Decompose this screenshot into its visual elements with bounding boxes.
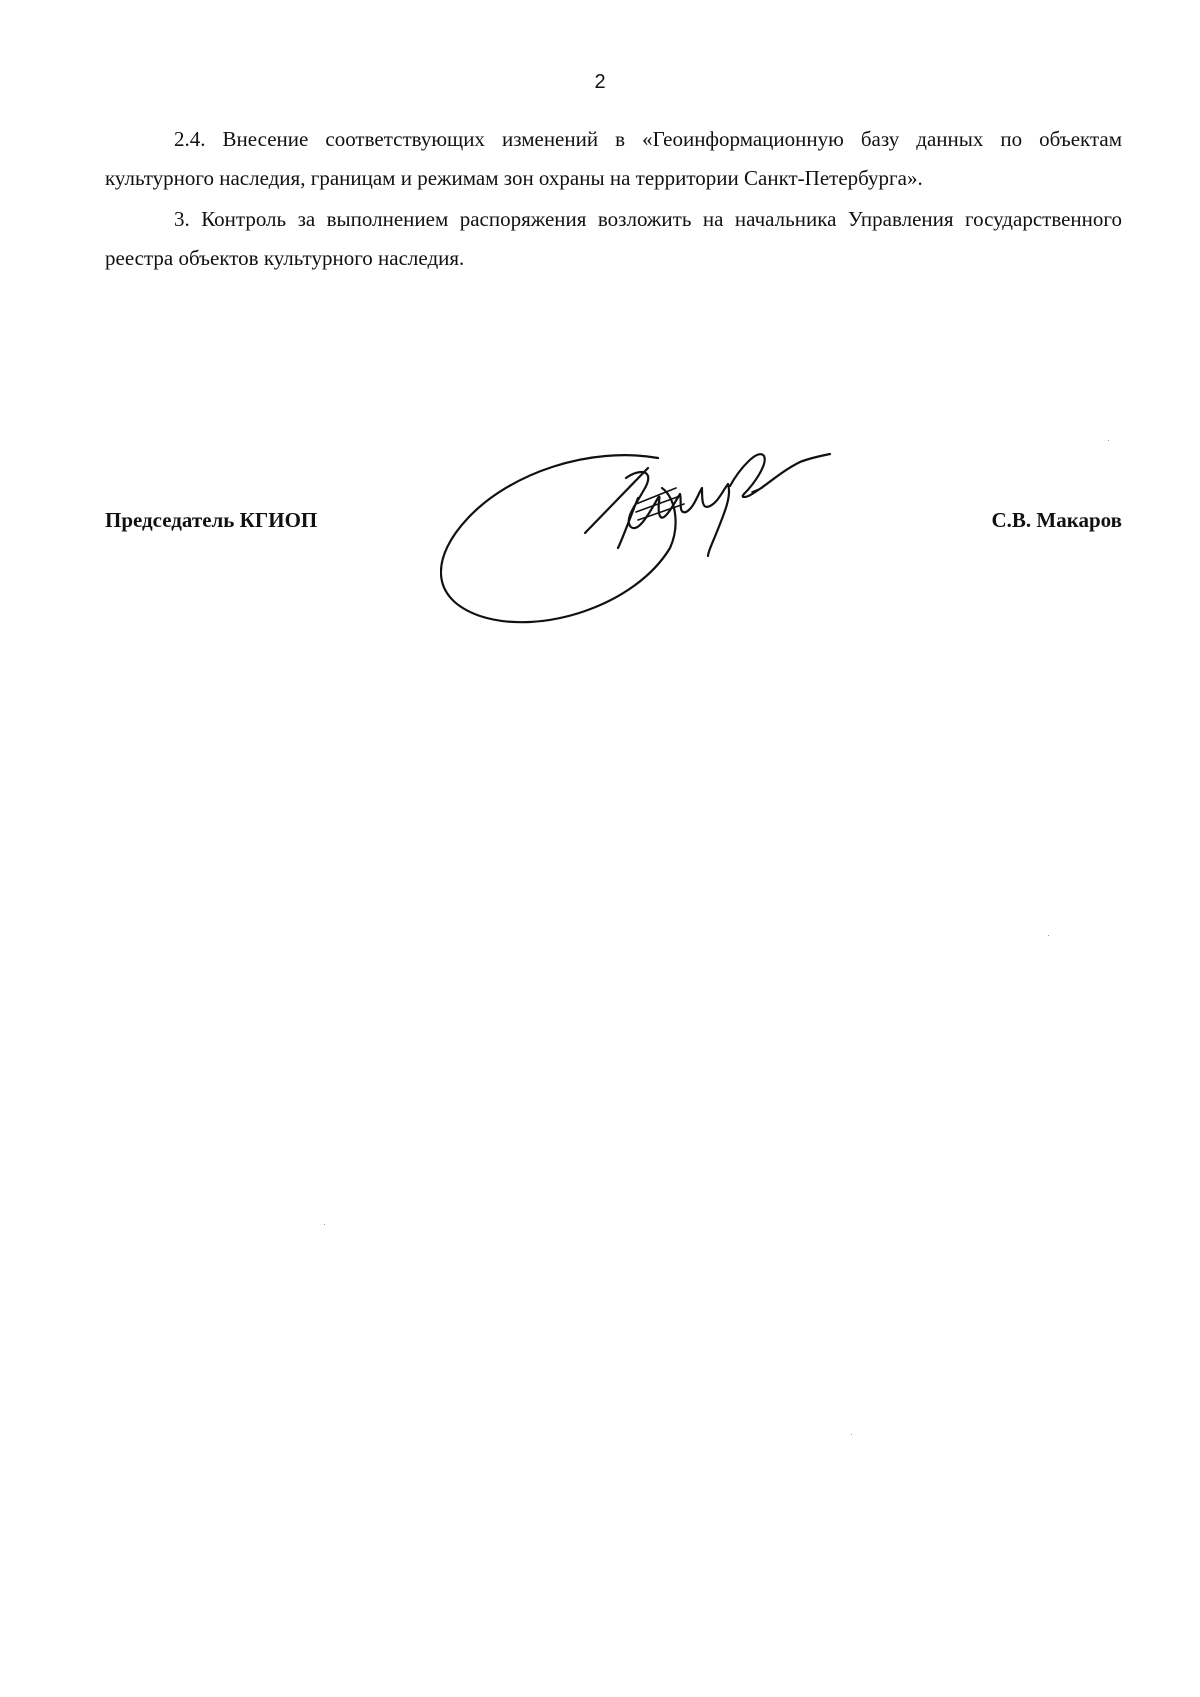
scan-speck xyxy=(1048,935,1049,936)
handwritten-signature xyxy=(440,448,860,628)
paragraph-3: 3. Контроль за выполнением распоряжения возложить на начальника Управления государственного реестра объектов культурного наследия. xyxy=(105,207,1122,270)
signatory-name: С.В. Макаров xyxy=(991,508,1122,532)
scan-speck xyxy=(324,1224,325,1225)
scan-speck xyxy=(1108,440,1109,441)
signatory-title: Председатель КГИОП xyxy=(105,508,318,532)
signature-letters-stroke xyxy=(618,472,729,556)
signature-loop-stroke xyxy=(441,455,676,622)
page-number: 2 xyxy=(594,71,606,93)
signature-flourish-stroke xyxy=(730,454,830,497)
document-body xyxy=(105,120,1122,280)
paragraph-2-4: 2.4. Внесение соответствующих изменений в «Геоинформационную базу данных по объектам культурного наследия, границам и режимам зон охраны на территории Санкт-Петербурга». xyxy=(105,127,1122,190)
scan-speck xyxy=(851,1434,852,1435)
